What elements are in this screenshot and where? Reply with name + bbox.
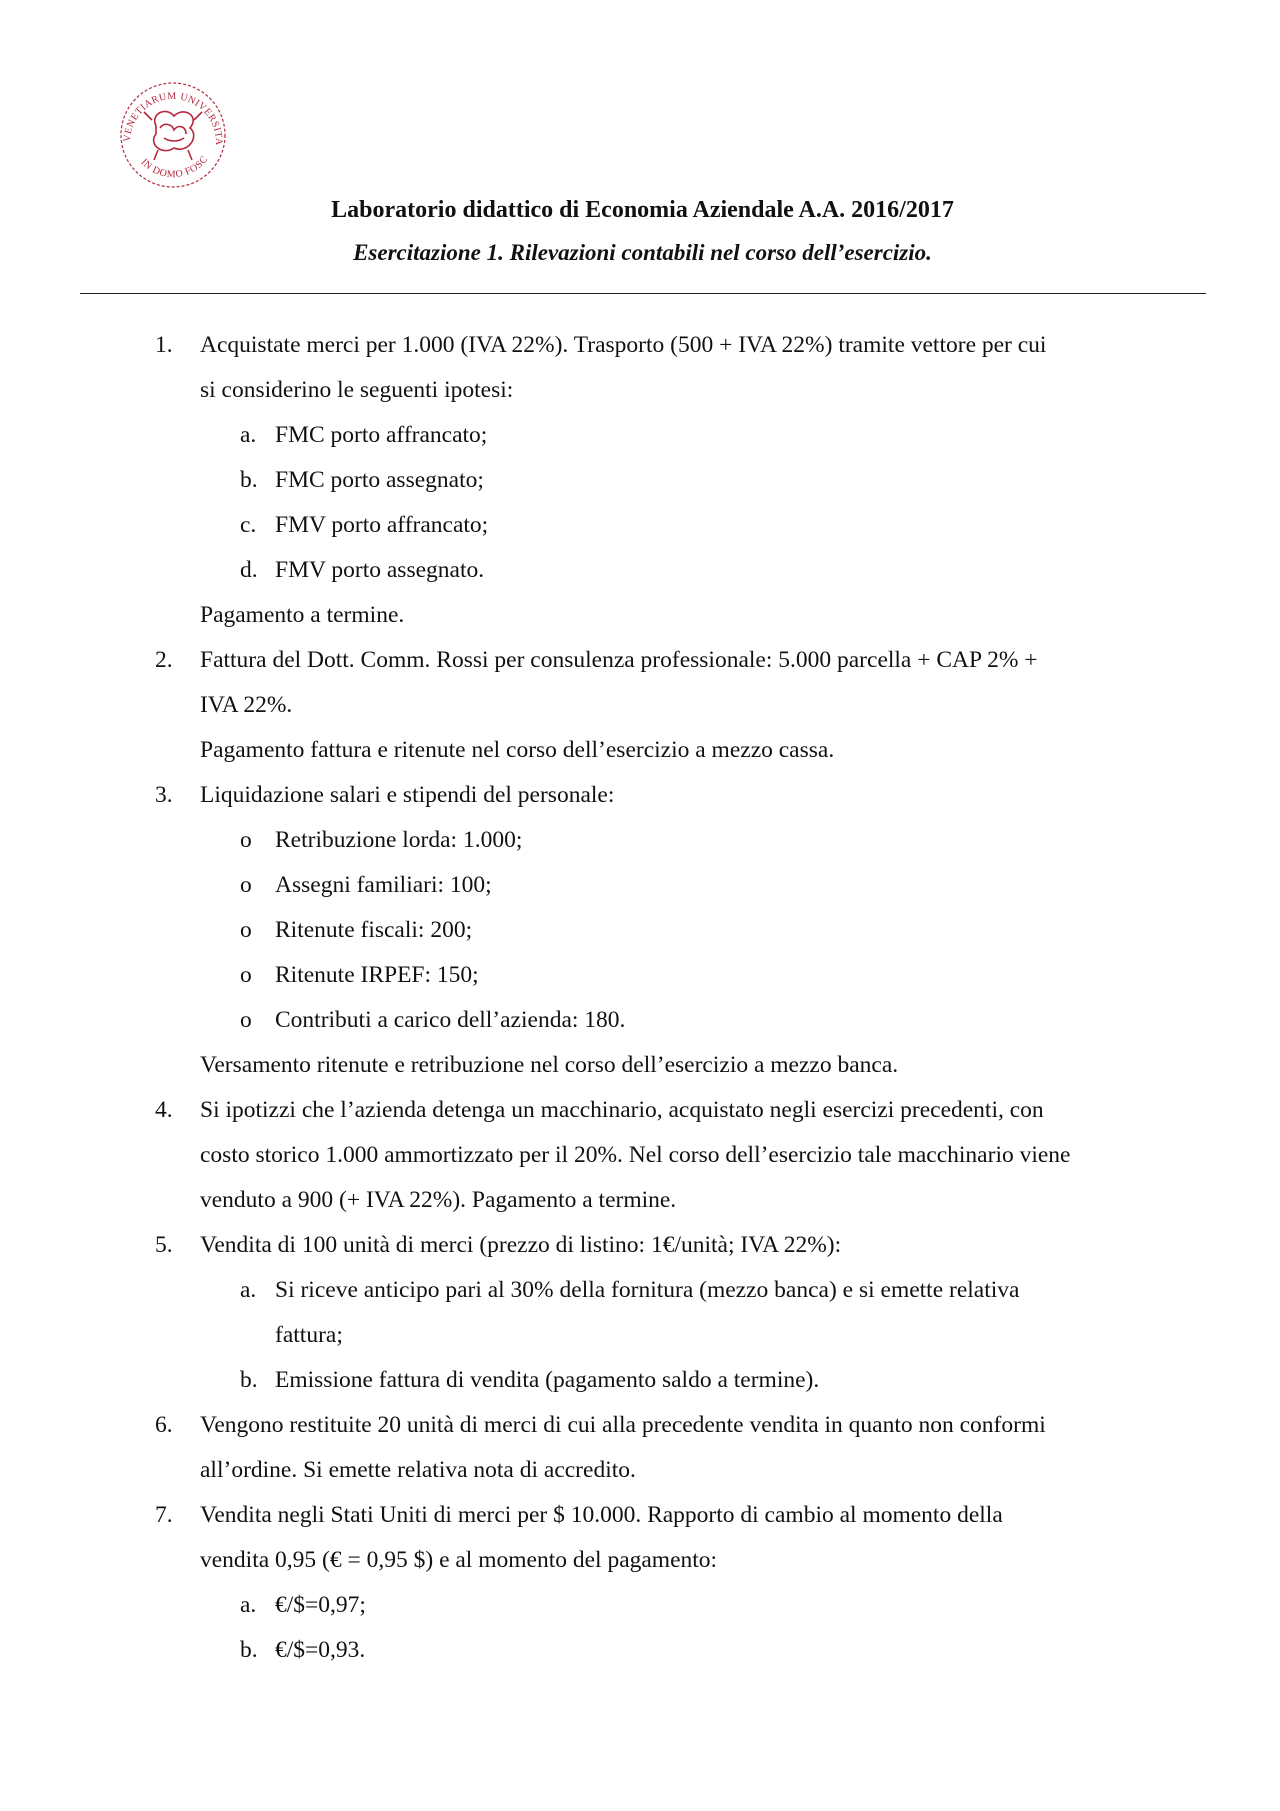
seal-text-top: VENETIARUM UNIVERSITA: [121, 90, 225, 146]
sub-item-line: [150, 908, 1160, 953]
sub-item-marker: b.: [240, 1367, 258, 1393]
sub-item-text: Ritenute IRPEF: 150;: [275, 962, 479, 988]
sub-item-text: €/$=0,93.: [275, 1637, 366, 1663]
list-item-text: Vendita di 100 unità di merci (prezzo di listino: 1€/unità; IVA 22%):: [200, 1232, 842, 1258]
list-item-text: all’ordine. Si emette relativa nota di accredito.: [200, 1457, 636, 1483]
seal-text-bottom: IN DOMO FOSC: [138, 153, 211, 181]
sub-item-line: [150, 548, 1160, 593]
list-item-number: 3.: [155, 782, 173, 808]
list-item-number: 1.: [155, 332, 173, 358]
sub-item-marker: a.: [240, 422, 257, 448]
sub-item-text: Si riceve anticipo pari al 30% della fornitura (mezzo banca) e si emette relativa: [275, 1277, 1020, 1303]
list-item-number: 5.: [155, 1232, 173, 1258]
list-item-line: [150, 593, 1160, 638]
list-item-text: vendita 0,95 (€ = 0,95 $) e al momento del pagamento:: [200, 1547, 718, 1573]
university-seal-logo: [114, 76, 232, 194]
list-item-text: Vengono restituite 20 unità di merci di cui alla precedente vendita in quanto non conformi: [200, 1412, 1046, 1438]
sub-item-line: [150, 413, 1160, 458]
sub-item-text: Emissione fattura di vendita (pagamento saldo a termine).: [275, 1367, 820, 1393]
list-item-text: si considerino le seguenti ipotesi:: [200, 377, 514, 403]
list-item-line: [150, 1133, 1160, 1178]
sub-item-marker: o: [240, 827, 252, 853]
list-item-line: [150, 1538, 1160, 1583]
sub-item-line: [150, 998, 1160, 1043]
sub-item-line: [150, 503, 1160, 548]
sub-item-text-continued: fattura;: [275, 1322, 343, 1348]
sub-item-line: [150, 1268, 1160, 1313]
list-item-note: Versamento ritenute e retribuzione nel corso dell’esercizio a mezzo banca.: [200, 1052, 899, 1078]
list-item-line: [150, 1043, 1160, 1088]
sub-item-marker: a.: [240, 1277, 257, 1303]
list-item-line: [150, 1178, 1160, 1223]
sub-item-line: [150, 863, 1160, 908]
sub-item-line: [150, 1628, 1160, 1673]
sub-item-marker: o: [240, 872, 252, 898]
list-item-number: 2.: [155, 647, 173, 673]
list-item-text: Fattura del Dott. Comm. Rossi per consulenza professionale: 5.000 parcella + CAP 2% +: [200, 647, 1038, 673]
list-item-text: Vendita negli Stati Uniti di merci per $ 10.000. Rapporto di cambio al momento della: [200, 1502, 1003, 1528]
sub-item-marker: o: [240, 917, 252, 943]
sub-item-marker: c.: [240, 512, 257, 538]
list-item-line: [150, 683, 1160, 728]
sub-item-text: Assegni familiari: 100;: [275, 872, 492, 898]
sub-item-text: Retribuzione lorda: 1.000;: [275, 827, 523, 853]
sub-item-line: [150, 953, 1160, 998]
sub-item-line: [150, 818, 1160, 863]
list-item-text: costo storico 1.000 ammortizzato per il 20%. Nel corso dell’esercizio tale macchinario viene: [200, 1142, 1071, 1168]
document-subtitle: Esercitazione 1. Rilevazioni contabili nel corso dell’esercizio.: [353, 240, 932, 265]
list-item-line: [150, 1403, 1160, 1448]
sub-item-marker: a.: [240, 1592, 257, 1618]
list-item-line: [150, 1493, 1160, 1538]
header-divider: [80, 293, 1206, 294]
list-item-text: Pagamento fattura e ritenute nel corso dell’esercizio a mezzo cassa.: [200, 737, 835, 763]
sub-item-line: [150, 1358, 1160, 1403]
sub-item-marker: b.: [240, 1637, 258, 1663]
list-item-text: venduto a 900 (+ IVA 22%). Pagamento a termine.: [200, 1187, 677, 1213]
sub-item-text: FMC porto assegnato;: [275, 467, 484, 493]
list-item-line: [150, 1223, 1160, 1268]
list-item-number: 6.: [155, 1412, 173, 1438]
sub-item-marker: b.: [240, 467, 258, 493]
sub-item-marker: d.: [240, 557, 258, 583]
list-item-note: Pagamento a termine.: [200, 602, 405, 628]
list-item-line: [150, 368, 1160, 413]
list-item-line: [150, 638, 1160, 683]
sub-item-marker: o: [240, 962, 252, 988]
list-item-line: [150, 323, 1160, 368]
sub-item-text: FMC porto affrancato;: [275, 422, 488, 448]
sub-item-marker: o: [240, 1007, 252, 1033]
sub-item-text: Ritenute fiscali: 200;: [275, 917, 473, 943]
exercise-list: [150, 323, 1160, 1673]
sub-item-text: FMV porto assegnato.: [275, 557, 485, 583]
list-item-text: Si ipotizzi che l’azienda detenga un macchinario, acquistato negli esercizi precedenti, con: [200, 1097, 1044, 1123]
sub-item-line: [150, 458, 1160, 503]
list-item-text: Acquistate merci per 1.000 (IVA 22%). Trasporto (500 + IVA 22%) tramite vettore per cui: [200, 332, 1047, 358]
sub-item-text: €/$=0,97;: [275, 1592, 366, 1618]
list-item-line: [150, 1448, 1160, 1493]
svg-text:VENETIARUM UNIVERSITAS: [114, 76, 224, 146]
list-item-number: 4.: [155, 1097, 173, 1123]
document-title: Laboratorio didattico di Economia Aziendale A.A. 2016/2017: [331, 197, 954, 223]
sub-item-text: FMV porto affrancato;: [275, 512, 489, 538]
sub-item-line: [150, 1583, 1160, 1628]
sub-item-line: [150, 1313, 1160, 1358]
list-item-text: IVA 22%.: [200, 692, 293, 718]
list-item-number: 7.: [155, 1502, 173, 1528]
sub-item-text: Contributi a carico dell’azienda: 180.: [275, 1007, 626, 1033]
list-item-line: [150, 773, 1160, 818]
list-item-line: [150, 1088, 1160, 1133]
list-item-line: [150, 728, 1160, 773]
list-item-text: Liquidazione salari e stipendi del personale:: [200, 782, 615, 808]
